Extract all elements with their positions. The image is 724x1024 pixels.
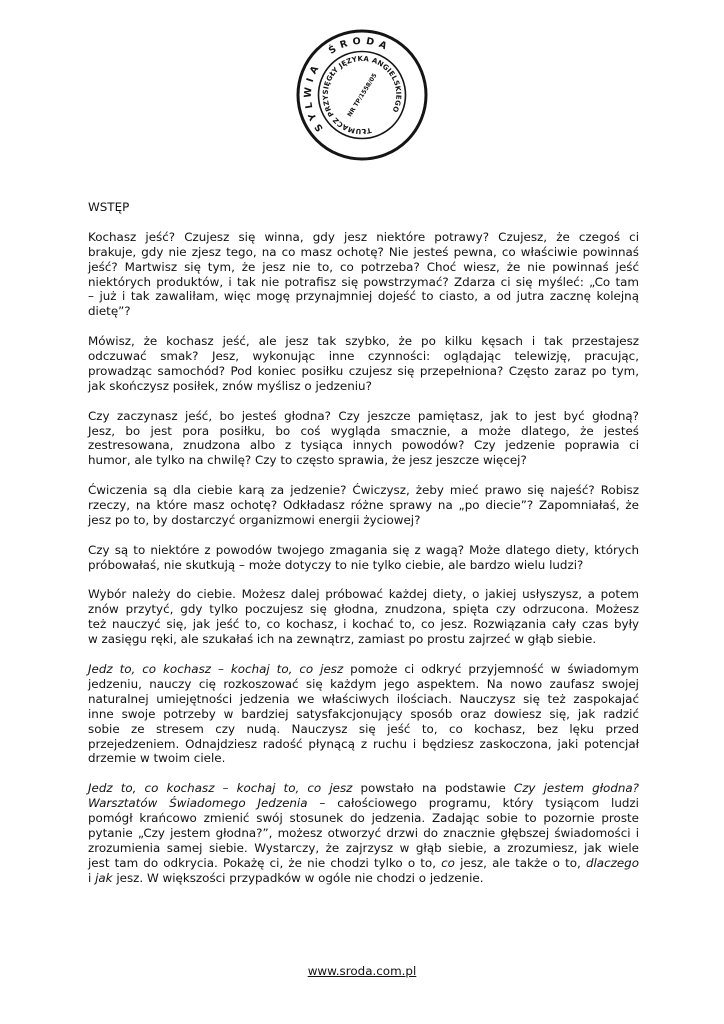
stamp-center-text: NR TP/1558/05	[346, 72, 379, 119]
italic-text-segment: Warsztatów Świadomego Jedzenia	[88, 796, 308, 811]
text-segment: przejedzeniem. Odnajdziesz radość płynącą z ruchu i będziesz zaskoczona, jaki potencjał	[88, 736, 639, 751]
body-paragraph	[88, 334, 639, 394]
paragraph-line	[88, 871, 639, 886]
paragraph-line	[88, 260, 639, 275]
text-segment: jesz po to, by dostarczyć organizmowi energii życiowej?	[88, 512, 421, 527]
paragraph-line	[88, 230, 639, 245]
paragraph-line	[88, 245, 639, 260]
body-paragraph	[88, 587, 639, 647]
text-segment: powstało na podstawie	[352, 781, 514, 796]
text-segment: jesz. W większości przypadków w ogóle nie chodzi o jedzenie.	[112, 870, 484, 885]
paragraph-line	[88, 587, 639, 602]
text-segment: – całościowego programu, który tysiącom ludzi	[307, 796, 639, 811]
text-segment: jedzeniu, nauczy cię rozkoszować się każdym jego aspektem. Na nowo zaufasz swojej	[88, 676, 639, 691]
paragraph-line	[88, 617, 639, 632]
paragraph-list	[88, 230, 639, 886]
translator-stamp	[292, 25, 432, 165]
italic-text-segment: Czy jestem głodna?	[513, 781, 639, 796]
text-segment: też nauczyć się, jak jeść to, co kochasz, i kochać to, co jesz. Rozwiązania cały czas były	[88, 617, 639, 632]
text-segment: sobie ze stresem czy nudą. Nauczysz się jeść to, co kochasz, bez lęku przed	[88, 721, 639, 736]
section-heading: WSTĘP	[88, 200, 130, 214]
text-segment: znów przytyć, gdy tylko poczujesz się głodna, znudzona, spięta czy odrzucona. Możesz	[88, 602, 639, 617]
paragraph-line	[88, 289, 639, 304]
text-segment: jest tam do odkrycia. Pokażę ci, że nie chodzi tylko o to,	[88, 855, 442, 870]
paragraph-line	[88, 438, 639, 453]
text-segment: Kochasz jeść? Czujesz się winna, gdy jesz niektóre potrawy? Czujesz, że czegoś ci	[88, 229, 639, 244]
italic-text-segment: Jedz to, co kochasz – kochaj to, co jesz	[88, 781, 353, 796]
text-segment: zrozumienia samej siebie. Wystarczy, że zajrzysz w głąb siebie, a zrozumiesz, jak wiele	[88, 840, 639, 855]
text-segment: próbowałaś, nie skutkują – może dotyczy to nie tylko ciebie, ale bardzo wielu ludzi?	[88, 557, 584, 572]
italic-text-segment: Jedz to, co kochasz – kochaj to, co jesz	[88, 661, 344, 676]
text-segment: – już i tak zawaliłam, więc mogę przynajmniej dojeść to ciasto, a od jutra zacznę kolejną	[88, 289, 639, 304]
footer-website-link[interactable]: www.sroda.com.pl	[307, 964, 417, 978]
text-segment: naturalnej umiejętności jedzenia we właściwych ilościach. Nauczysz się też zaspokajać	[88, 691, 639, 706]
text-segment: dietę”?	[88, 304, 131, 319]
paragraph-line	[88, 483, 639, 498]
italic-text-segment: dlaczego	[585, 855, 639, 870]
text-segment: Jesz, bo jest pora posiłku, bo coś wygląda smacznie, a może dlatego, że jesteś	[88, 423, 639, 438]
paragraph-line	[88, 781, 639, 796]
paragraph-line	[88, 543, 639, 558]
text-segment: inne swoje potrzeby w bardziej satysfakcjonujący sposób oraz dowiesz się, jak radzić	[88, 706, 639, 721]
text-segment: jeść? Martwisz się tym, że jesz nie to, co potrzeba? Choć wiesz, że nie powinnaś jeść	[88, 259, 639, 274]
text-segment: w zasięgu ręki, ale szukałaś ich na zewnątrz, zamiast po prostu zajrzeć w głąb siebie.	[88, 632, 597, 647]
page-footer	[0, 964, 724, 979]
text-segment: Ćwiczenia są dla ciebie karą za jedzenie? Ćwiczysz, żeby mieć prawo się najeść? Robisz	[88, 483, 639, 498]
paragraph-line	[88, 558, 639, 573]
text-segment: pomógł krańcowo zmienić swój stosunek do jedzenia. Zadając sobie to pozornie proste	[88, 811, 639, 826]
body-paragraph	[88, 662, 639, 766]
text-segment: humor, ale tylko na chwilę? Czy to często sprawia, że jesz jeszcze więcej?	[88, 453, 527, 468]
paragraph-line	[88, 751, 639, 766]
paragraph-line	[88, 379, 639, 394]
document-body	[88, 200, 639, 886]
paragraph-line	[88, 602, 639, 617]
text-segment: prowadząc samochód? Pod koniec posiłku czujesz się przepełniona? Często zaraz po tym,	[88, 363, 639, 378]
paragraph-line	[88, 796, 639, 811]
paragraph-line	[88, 737, 639, 752]
text-segment: jesz, ale także o to,	[454, 855, 586, 870]
body-paragraph	[88, 409, 639, 469]
body-paragraph	[88, 543, 639, 573]
paragraph-line	[88, 349, 639, 364]
body-paragraph	[88, 483, 639, 528]
text-segment: Czy zaczynasz jeść, bo jesteś głodna? Czy jeszcze pamiętasz, jak to jest być głodną?	[88, 408, 639, 423]
body-paragraph	[88, 230, 639, 319]
paragraph-line	[88, 364, 639, 379]
text-segment: drzemie w twoim ciele.	[88, 751, 226, 766]
paragraph-line	[88, 334, 639, 349]
text-segment: odczuwać smak? Jesz, wykonując inne czynności: oglądając telewizję, pracując,	[88, 349, 639, 364]
paragraph-line	[88, 677, 639, 692]
text-segment: jak skończysz posiłek, znów myślisz o jedzeniu?	[88, 378, 372, 393]
text-segment: zestresowana, znudzona albo z tysiąca innych powodów? Czy jedzenie poprawia ci	[88, 438, 639, 453]
paragraph-line	[88, 662, 639, 677]
stamp-inner-text-path: TŁUMACZ PRZYSIĘGŁY JĘZYKA ANGIELSKIEGO	[321, 54, 403, 136]
text-segment: pomoże ci odkryć przyjemność w świadomym	[343, 661, 639, 676]
text-segment: rzeczy, na które masz ochotę? Odkładasz różne sprawy na „po diecie”? Zapomniałaś, że	[88, 498, 639, 513]
paragraph-line	[88, 453, 639, 468]
paragraph-line	[88, 692, 639, 707]
paragraph-line	[88, 498, 639, 513]
text-segment: brakuje, gdy nie zjesz tego, na co masz ochotę? Nie jesteś pewna, co właściwie powinnaś	[88, 244, 639, 259]
text-segment: pytanie „Czy jestem głodna?”, możesz otworzyć drzwi do znacznie głębszej świadomości i	[88, 825, 639, 840]
text-segment: i	[88, 870, 96, 885]
italic-text-segment: co	[441, 855, 455, 870]
text-segment: Wybór należy do ciebie. Możesz dalej próbować każdej diety, o jakiej usłyszysz, a potem	[88, 587, 639, 602]
stamp-outer-text-path: SYLWIA ŚRODA	[302, 35, 393, 134]
text-segment: Czy są to niektóre z powodów twojego zmagania się z wagą? Może dlatego diety, których	[88, 542, 639, 557]
paragraph-line	[88, 275, 639, 290]
paragraph-line	[88, 632, 639, 647]
paragraph-line	[88, 424, 639, 439]
text-segment: niektórych produktów, i tak nie potrafisz się powstrzymać? Zdarza ci się myśleć: „Co tam	[88, 274, 639, 289]
paragraph-line	[88, 707, 639, 722]
body-paragraph	[88, 781, 639, 885]
italic-text-segment: jak	[95, 870, 113, 885]
paragraph-line	[88, 826, 639, 841]
paragraph-line	[88, 811, 639, 826]
paragraph-line	[88, 856, 639, 871]
paragraph-line	[88, 304, 639, 319]
paragraph-line	[88, 409, 639, 424]
paragraph-line	[88, 513, 639, 528]
paragraph-line	[88, 841, 639, 856]
text-segment: Mówisz, że kochasz jeść, ale jesz tak szybko, że po kilku kęsach i tak przestajesz	[88, 334, 639, 349]
paragraph-line	[88, 722, 639, 737]
